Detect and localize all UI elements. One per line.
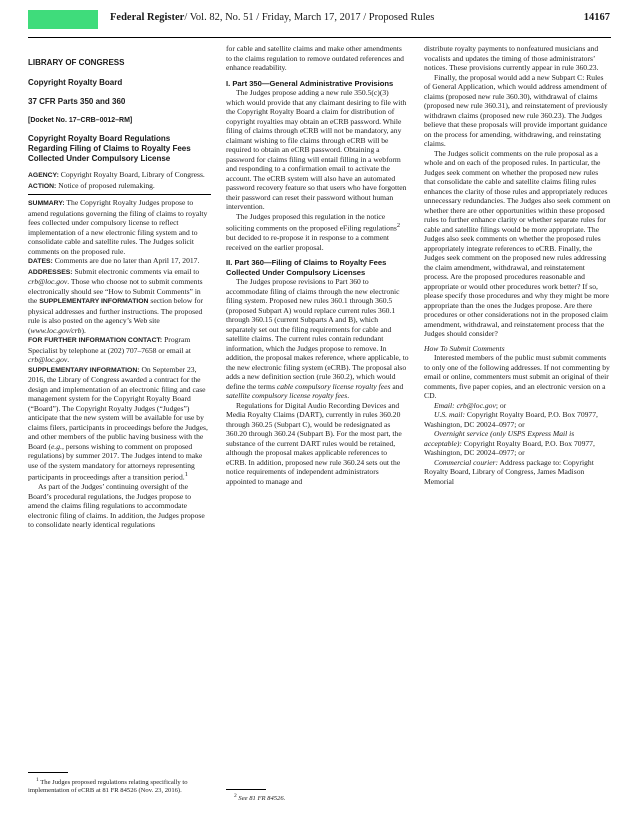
addresses: ADDRESSES: Submit electronic comments via email to crb@loc.gov. Those who choose not to submit comments electronically should see “How to Submit Comments” in the SUPPLEMENTARY INFORMATION section below for physical addresses and further instructions. The proposed rule is also posted on the agency’s Web site (www.loc.gov/crb). [28, 266, 204, 335]
footnote-2: $^2$ See 81 FR 84526. [234, 793, 286, 803]
issue-info: / Vol. 82, No. 51 / Friday, March 17, 2017 / Proposed Rules [184, 12, 435, 23]
paragraph: As part of the Judges’ continuing oversight of the Board’s procedural regulations, the Judges propose to amend the claims filing regulations to accommodate electronic filing of claims. In addition, the Judges propose to consolidate nearly identical regulations [28, 482, 205, 530]
paragraph: Regulations for Digital Audio Recording Devices and Media Royalty Claims (DART), currently in rules 360.20 through 360.25 (Subpart C), would be redesignated as 360.20 through 360.24 (Subpart B). For the most part, the substance of the current DART rules would be retained, although the proposal makes applicable references to eCRB. In addition, proposed new rule 360.24 sets out the notice requirements of independent administrators appointed to manage and [226, 400, 402, 486]
docket-number: [Docket No. 17–CRB–0012–RM] [28, 116, 133, 124]
journal-name: Federal Register [110, 12, 185, 23]
supplementary-info: SUPPLEMENTARY INFORMATION: On September 23, 2016, the Library of Congress awarded a contract for the design and implementation of an electronic filing and case management system for the Copyright Royalty Board (“Board”). The Copyright Royalty Judges (“Judges”) anticipate that the new system will be available for use by claims filers, participants in proceedings before the Judges, and other members of the public having business with the Board (e.g., persons wishing to comment on proposed regulations) by summer 2017. The Judges intend to make use of the system mandatory for attorneys representing participants in proceedings after a transition period.$^1$ [28, 364, 208, 482]
email-link[interactable]: crb@loc.gov [28, 277, 68, 286]
how-to-submit-heading: How To Submit Comments [424, 343, 505, 353]
paragraph: Interested members of the public must submit comments to only one of the following addresses. If not commenting by email or online, commenters must submit an original of their comments, five paper copies, and an electronic version on a CD. [424, 353, 610, 400]
summary: SUMMARY: The Copyright Royalty Judges propose to amend regulations governing the filing of claims to royalty fees collected under compulsory license to reflect implementation of a new electronic filing system and to consolidate cable and satellite rules. The Judges solicit comments on the proposed rule. [28, 198, 208, 256]
mail-address: U.S. mail: Copyright Royalty Board, P.O. Box 70977, Washington, DC 20024–0977; or [424, 410, 598, 429]
sub-agency: Copyright Royalty Board [28, 77, 123, 87]
overnight-address: Overnight service (only USPS Express Mail is acceptable): Copyright Royalty Board, P.O. Box 70977, Washington, DC 20024–0977; or [424, 429, 595, 457]
cfr-parts: 37 CFR Parts 350 and 360 [28, 97, 126, 106]
paragraph: The Judges solicit comments on the rule proposal as a whole and on each of the proposed rules. In particular, the Judges seek comment on whether the proposed new rules that consolidate the cable and satellite claims filing rules enhances the clarity of those rules and appropriately reduces unnecessary redundancies. The Judges also seek comment on whether there are other opportunities within these proposed rules to further enhance clarity or whether separate rules for cable and satellite filings would be more appropriate. The Judges also seek comments on whether the proposed rules appropriately integrate references to eCRB. Finally, the Judges seek comment on the proposed new rules addressing the claim amendment, withdrawal, and reinstatement process. Are the proposed procedures reasonable and appropriate or would other procedures work better? If so, please specify those procedures and why they might be more appropriate than the ones the Judges propose. Are there procedures or other considerations not in the proposed claim amendment, withdrawal, and reinstatement process that the Judges should consider? [424, 148, 611, 338]
paragraph: distribute royalty payments to nonfeatured musicians and vocalists and updates the timing of those administrators’ notices. These provisions currently appear in rule 360.23. [424, 44, 599, 72]
paragraph: for cable and satellite claims and make other amendments to the claims regulation to remove outdated references and enhance readability. [226, 44, 404, 72]
footnote-ref-2[interactable]: 2 [396, 222, 401, 229]
paragraph: The Judges proposed this regulation in the notice soliciting comments on the proposed eFiling regulations$^2$ but decided to re-propose it in response to a comment received on the earlier proposal. [226, 211, 401, 252]
column-1 [28, 44, 211, 530]
footnote-rule [226, 789, 266, 790]
document-title: Copyright Royalty Board Regulations Regarding Filing of Claims to Royalty Fees Collected Under Compulsory License [28, 134, 191, 163]
website-link[interactable]: www.loc.gov/crb [30, 325, 82, 335]
header-rule [28, 37, 611, 38]
agency-heading: LIBRARY OF CONGRESS [28, 58, 125, 67]
section-heading-part-350: I. Part 350—General Administrative Provisions [226, 78, 394, 88]
paragraph: Finally, the proposal would add a new Subpart C: Rules of General Application, which would address amendment of claims (proposed new rule 360.30), withdrawal of claims (proposed new rule 360.31), and reinstatement of previously withdrawn claims (proposed new rule 360.23). The Judges believe that these proposals will provide important guidance on the process for amending, withdrawing, and reinstating claims. [424, 72, 608, 148]
divider [28, 194, 211, 195]
email-address: Email: crb@loc.gov; or [434, 400, 507, 410]
dates: DATES: Comments are due no later than April 17, 2017. [28, 256, 200, 265]
running-header [110, 12, 610, 28]
column-3 [424, 44, 611, 486]
agency-line: AGENCY: Copyright Royalty Board, Library of Congress. [28, 170, 205, 179]
contact-email-link[interactable]: crb@loc.gov [28, 355, 68, 364]
contact: FOR FURTHER INFORMATION CONTACT: Program Specialist by telephone at (202) 707–7658 or email at crb@loc.gov. [28, 335, 191, 364]
paragraph: The Judges propose revisions to Part 360 to accommodate filing of claims through the new electronic filing system. Proposed new rules 360.1 through 360.5 (proposed Subpart A) would replace current rules 360.1 through 360.15 (current Subparts A and B), which separately set out the filing requirements for cable and satellite claims. The current rules contain redundant information, which the Judges propose to remove. In addition, the proposal makes reference, where applicable, to the new electronic filing system (eCRB). The proposal also adds a new definition section (rule 360.2), which would define the terms cable compulsory license royalty fees and satellite compulsory license royalty fees. [226, 277, 409, 401]
paragraph: The Judges propose adding a new rule 350.5(c)(3) which would provide that any claimant desiring to file with the Copyright Royalty Board a claim for distribution of copyright royalties may obtain an eCRB password. While filing of claims through eCRB will not be mandatory, any claimant wishing to file claims through eCRB will be required to obtain an eCRB password. Obtaining a password for claims filing will entail filling in a webform and responding to a confirmation email to activate the account. The eCRB system will also have an automated password recovery feature so that users who have forgotten their password can reset their password without human intervention. [226, 88, 407, 211]
email-link[interactable]: crb@loc.gov [456, 400, 496, 410]
section-heading-part-360: II. Part 360—Filing of Claims to Royalty Fees Collected Under Compulsory Licenses [226, 258, 387, 277]
column-2 [226, 44, 409, 486]
page-number: 14167 [583, 12, 610, 23]
courier-address: Commercial courier: Address package to: Copyright Royalty Board, Library of Congress, James Madison Memorial [424, 457, 594, 486]
footnote-rule [28, 772, 68, 773]
footnote-1: $^1$ The Judges proposed regulations relating specifically to implementation of eCRB at 81 FR 84526 (Nov. 23, 2016). [28, 777, 188, 795]
highlight-tab [28, 10, 98, 29]
action-line: ACTION: Notice of proposed rulemaking. [28, 180, 155, 190]
footnote-ref-1[interactable]: 1 [184, 471, 188, 478]
